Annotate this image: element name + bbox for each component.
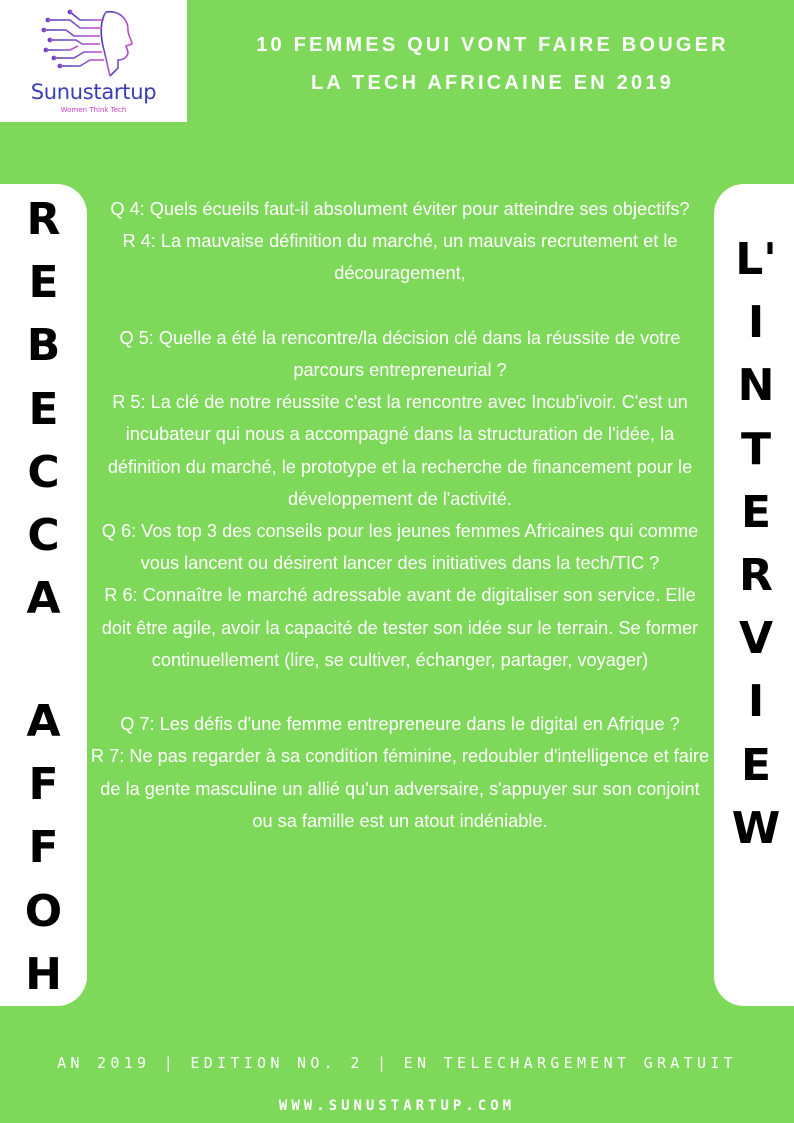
- answer-7: R 7: Ne pas regarder à sa condition féminine, redoubler d'intelligence et faire de la gente masculine un allié qu'un adversaire, s'appuyer sur son conjoint ou sa famille est un atout indéniable.: [90, 746, 710, 831]
- question-6: Q 6: Vos top 3 des conseils pour les jeunes femmes Africaines qui comme vous lancent ou désirent lancer des initiatives dans la tech/TIC ?: [101, 521, 699, 574]
- name-letter: C: [27, 509, 60, 561]
- name-letter: A: [26, 573, 61, 625]
- question-7: Q 7: Les défis d'une femme entrepreneure dans le digital en Afrique ?: [120, 714, 680, 735]
- interview-letter: I: [747, 297, 765, 349]
- name-letter-spacer: [12, 630, 76, 690]
- right-interview-panel: [714, 184, 794, 1006]
- name-letter: R: [26, 194, 61, 245]
- answer-4: R 4: La mauvaise définition du marché, un mauvais recrutement et le découragement,: [122, 231, 678, 284]
- interview-letter: N: [737, 360, 775, 412]
- name-letter: C: [27, 446, 60, 498]
- interview-letter: V: [738, 613, 774, 665]
- name-letter: B: [26, 320, 61, 372]
- name-letter: O: [24, 885, 63, 937]
- website-link[interactable]: WWW.SUNUSTARTUP.COM: [278, 1098, 516, 1114]
- name-letter: H: [25, 948, 62, 1000]
- name-letter: F: [28, 822, 59, 874]
- interview-letter: W: [731, 802, 781, 854]
- circuit-woman-profile-icon: [40, 6, 140, 81]
- interview-content: [90, 193, 710, 837]
- logo-tagline: Women Think Tech: [60, 106, 127, 114]
- interview-letter: L': [735, 234, 777, 285]
- name-letter: E: [28, 257, 59, 309]
- name-letter: A: [26, 696, 61, 748]
- logo: [0, 0, 187, 122]
- interview-letter: I: [747, 676, 765, 728]
- title-line-2: LA TECH AFRICAINE EN 2019: [310, 72, 674, 94]
- name-letter: F: [28, 759, 59, 811]
- answer-6: R 6: Connaître le marché adressable avant de digitaliser son service. Elle doit être agile, avoir la capacité de tester son idée sur le terrain. Se former continuellement (lire, se cultiver, échanger, partager, voyager): [101, 585, 699, 670]
- interview-letter: T: [740, 423, 771, 475]
- page-title: [205, 26, 780, 102]
- interview-letter: R: [739, 549, 773, 601]
- interview-letter: E: [740, 739, 772, 791]
- edition-line: AN 2019 | EDITION NO. 2 | EN TELECHARGEMENT GRATUIT: [57, 1054, 737, 1072]
- left-name-panel: [0, 184, 87, 1006]
- title-line-1: 10 FEMMES QUI VONT FAIRE BOUGER: [256, 34, 729, 56]
- question-5: Q 5: Quelle a été la rencontre/la décision clé dans la réussite de votre parcours entrepreneurial ?: [119, 327, 681, 380]
- logo-name: Sunustartup: [30, 80, 157, 104]
- interview-letter: E: [740, 486, 772, 538]
- spacer: [90, 290, 710, 322]
- question-4: Q 4: Quels écueils faut-il absolument éviter pour atteindre ses objectifs?: [110, 199, 690, 219]
- answer-5: R 5: La clé de notre réussite c'est la rencontre avec Incub'ivoir. C'est un incubateur qui nous a accompagné dans la structuration de l'idée, la définition du marché, le prototype et la recherche de financement pour le développement de l'activité.: [107, 392, 693, 509]
- spacer: [90, 676, 710, 708]
- name-letter: E: [28, 383, 59, 435]
